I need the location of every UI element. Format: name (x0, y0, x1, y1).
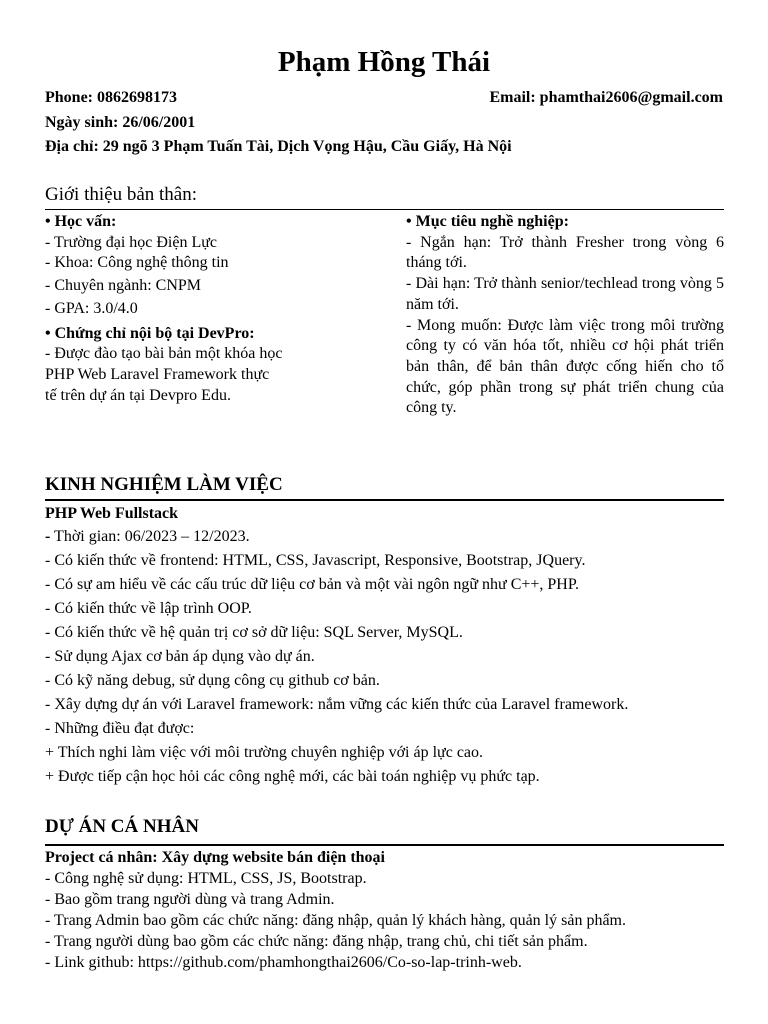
goals-column (406, 212, 724, 419)
cert-line: tế trên dự án tại Devpro Edu. (45, 386, 231, 404)
projects-body (45, 847, 724, 973)
intro-divider (45, 209, 724, 210)
goal-long-term: - Dài hạn: Trở thành senior/techlead trong vòng 5 năm tới. (406, 275, 724, 313)
experience-item: - Sử dụng Ajax cơ bản áp dụng vào dự án. (45, 648, 315, 665)
experience-item: - Có kiến thức về frontend: HTML, CSS, Javascript, Responsive, Bootstrap, JQuery. (45, 552, 586, 569)
experience-body (45, 503, 724, 787)
goals-heading: • Mục tiêu nghề nghiệp: (406, 213, 569, 230)
project-item: - Bao gồm trang người dùng và trang Admin. (45, 891, 335, 908)
experience-item: - Xây dựng dự án với Laravel framework: nắm vững các kiến thức của Laravel framework. (45, 696, 629, 713)
experience-time (45, 526, 724, 547)
address: Địa chỉ: 29 ngõ 3 Phạm Tuấn Tài, Dịch Vọng Hậu, Cầu Giấy, Hà Nội (45, 138, 512, 155)
email: Email: phamthai2606@gmail.com (489, 89, 723, 106)
education-item: - Chuyên ngành: CNPM (45, 277, 201, 295)
phone: Phone: 0862698173 (45, 89, 177, 106)
date-of-birth: Ngày sinh: 26/06/2001 (45, 114, 196, 131)
experience-item: - Có kiến thức về lập trình OOP. (45, 600, 252, 617)
education-item: - Trường đại học Điện Lực (45, 233, 218, 251)
goal-wish: - Mong muốn: Được làm việc trong môi trường công ty có văn hóa tốt, nhiều cơ hội phát triển bản thân, để bản thân được cống hiến cho tổ chức, góp phần trong sự phát triển chung của công ty. (406, 316, 724, 417)
education-heading: • Học vấn: (45, 213, 117, 230)
cert-line: - Được đào tạo bài bản một khóa học (45, 345, 283, 363)
projects-divider (45, 844, 724, 846)
experience-item: + Thích nghi làm việc với môi trường chuyên nghiệp với áp lực cao. (45, 744, 484, 761)
experience-title: KINH NGHIỆM LÀM VIỆC (45, 474, 283, 495)
projects-title: DỰ ÁN CÁ NHÂN (45, 816, 199, 837)
experience-item: - Có kiến thức về hệ quản trị cơ sở dữ liệu: SQL Server, MySQL. (45, 624, 463, 641)
intro-title: Giới thiệu bản thân: (45, 184, 197, 205)
experience-role: PHP Web Fullstack (45, 505, 179, 522)
project-item: - Trang người dùng bao gồm các chức năng: đăng nhập, trang chủ, chi tiết sản phẩm. (45, 933, 588, 950)
project-item: - Công nghệ sử dụng: HTML, CSS, JS, Bootstrap. (45, 870, 367, 887)
experience-divider (45, 499, 724, 501)
project-item: - Trang Admin bao gồm các chức năng: đăng nhập, quản lý khách hàng, quản lý sản phẩm. (45, 912, 626, 929)
candidate-name: Phạm Hồng Thái (277, 46, 491, 78)
experience-item: - Có sự am hiểu về các cấu trúc dữ liệu cơ bản và một vài ngôn ngữ như C++, PHP. (45, 576, 579, 593)
education-item: - GPA: 3.0/4.0 (45, 299, 138, 317)
experience-item: - Những điều đạt được: (45, 720, 195, 737)
experience-item: - Có kỹ năng debug, sử dụng công cụ github cơ bản. (45, 672, 380, 689)
experience-item: + Được tiếp cận học hỏi các công nghệ mới, các bài toán nghiệp vụ phức tạp. (45, 768, 540, 785)
time-text: Thời gian: 06/2023 – 12/2023. (50, 528, 250, 545)
project-item: - Link github: https://github.com/phamhongthai2606/Co-so-lap-trinh-web. (45, 954, 522, 971)
education-item: - Khoa: Công nghệ thông tin (45, 254, 229, 272)
cert-heading: • Chứng chỉ nội bộ tại DevPro: (45, 324, 255, 342)
cert-line: PHP Web Laravel Framework thực (45, 365, 270, 383)
education-column (45, 212, 375, 406)
project-title: Project cá nhân: Xây dựng website bán điện thoại (45, 849, 385, 866)
goal-short-term: - Ngắn hạn: Trở thành Fresher trong vòng 6 tháng tới. (406, 233, 724, 272)
time-dash: - (45, 528, 51, 545)
